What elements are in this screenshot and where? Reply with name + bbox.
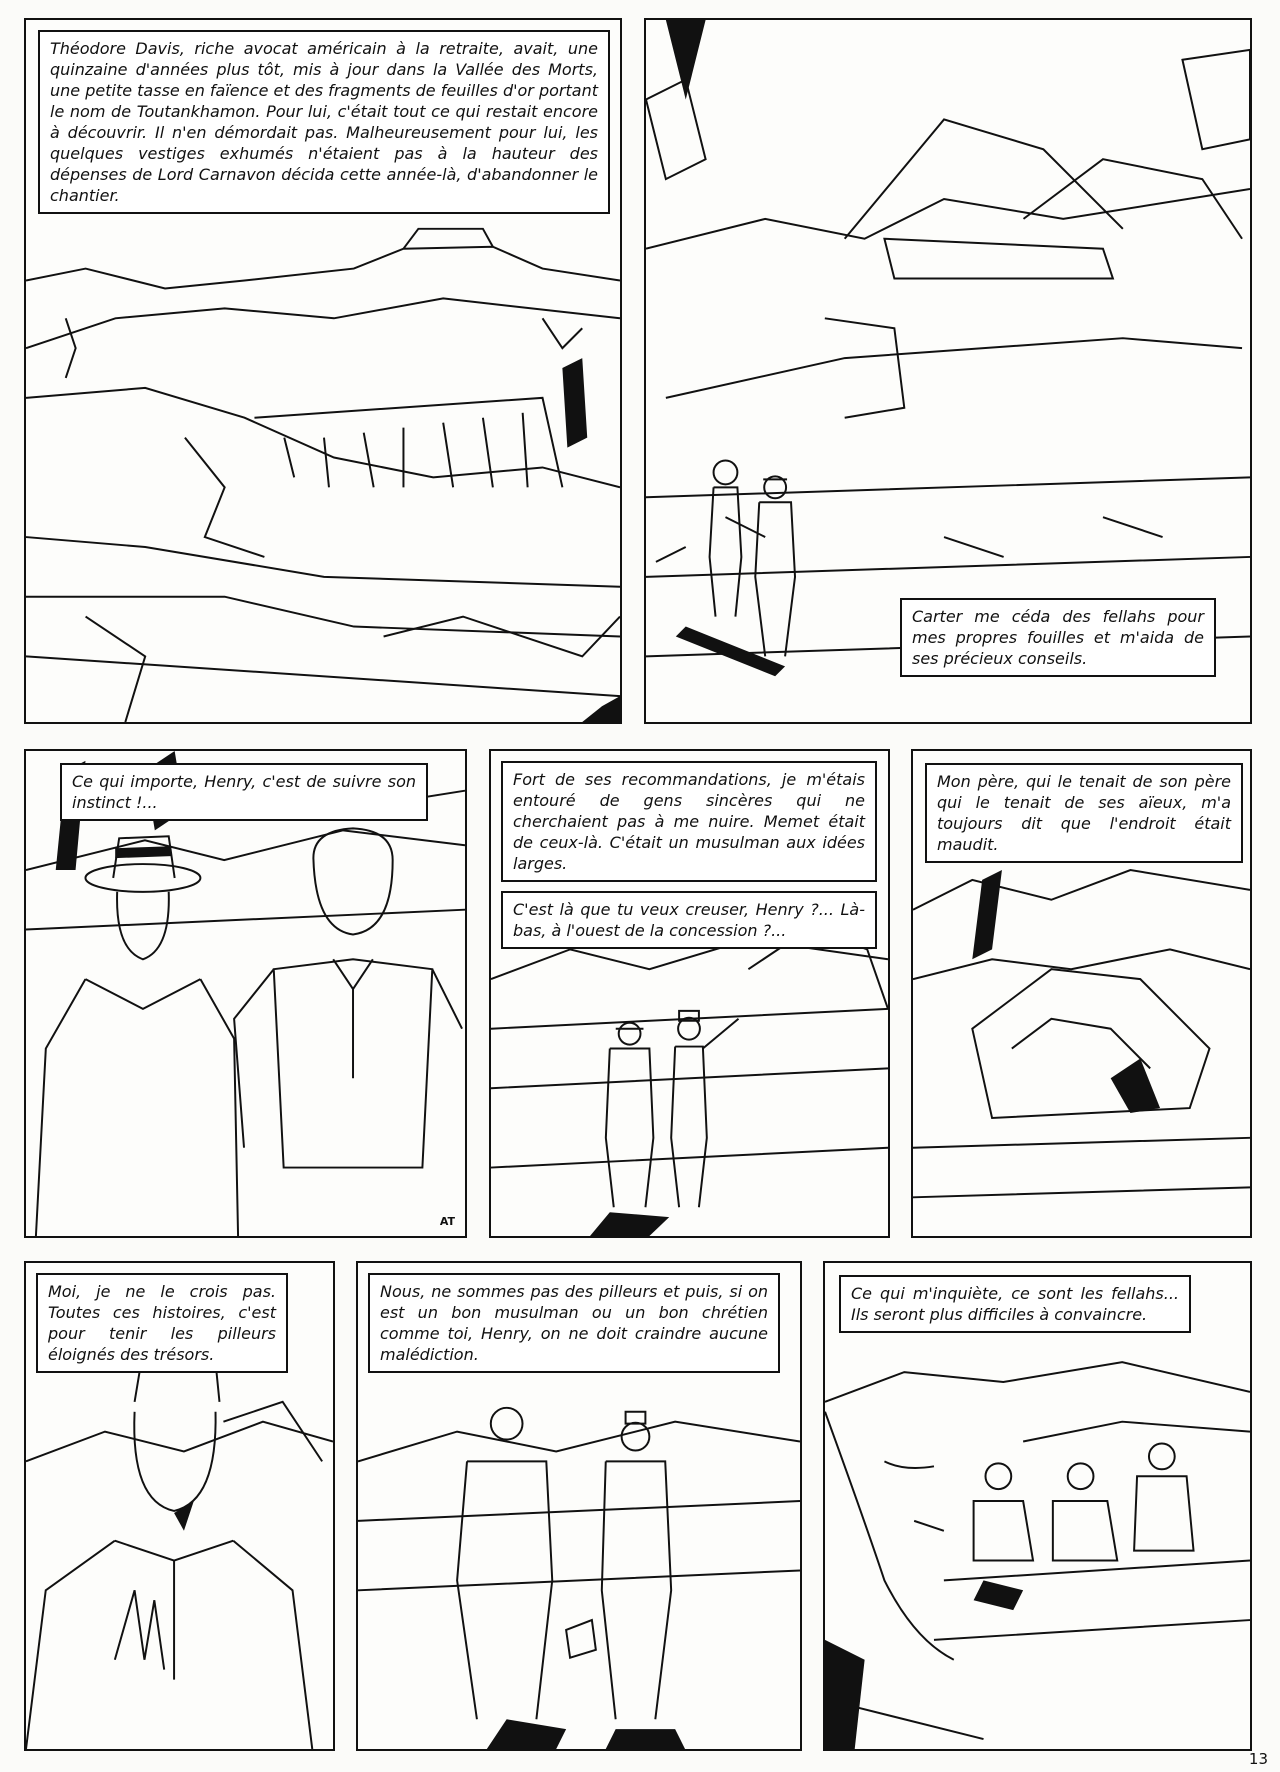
panel-henry-and-memet <box>489 749 890 1238</box>
fellahs-resting-drawing <box>825 1263 1250 1749</box>
speech-balloon: Ce qui m'inquiète, ce sont les fellahs... Ils seront plus difficiles à convaincre. <box>839 1275 1191 1333</box>
panel-memet-speaking <box>24 1261 335 1751</box>
artist-signature: AT <box>439 1215 455 1228</box>
panel-fellahs-resting <box>823 1261 1252 1751</box>
carter-and-henry-drawing <box>26 751 465 1236</box>
speech-balloon: Nous, ne sommes pas des pilleurs et puis, si on est un bon musulman ou un bon chrétien comme toi, Henry, on ne doit craindre aucune malédiction. <box>368 1273 780 1373</box>
panel-cursed-place <box>911 749 1252 1238</box>
narration-caption: Carter me céda des fellahs pour mes propres fouilles et m'aida de ses précieux conseils. <box>900 598 1216 677</box>
speech-balloon: Mon père, qui le tenait de son père qui le tenait de ses aïeux, m'a toujours dit que l'endroit était maudit. <box>925 763 1243 863</box>
panel-excavation-site <box>644 18 1252 724</box>
narration-caption: Fort de ses recommandations, je m'étais entouré de gens sincères qui ne cherchaient pas à me nuire. Memet était de ceux-là. C'était un musulman aux idées larges. <box>501 761 877 882</box>
page-number: 13 <box>1248 1750 1268 1768</box>
narration-caption: Théodore Davis, riche avocat américain à la retraite, avait, une quinzaine d'années plus tôt, mis à jour dans la Vallée des Morts, une petite tasse en faïence et des fragments de feuilles d'or portant le nom de Toutankhamon. Pour lui, c'était tout ce qui restait encore à découvrir. Il n'en démordait pas. Malheureusement pour lui, les quelques vestiges exhumés n'étaient pas à la hauteur des dépenses de Lord Carnavon décida cette année-là, d'abandonner le chantier. <box>38 30 610 214</box>
panel-valley-landscape <box>24 18 622 724</box>
panel-two-men-walking <box>356 1261 802 1751</box>
speech-balloon: C'est là que tu veux creuser, Henry ?... Là-bas, à l'ouest de la concession ?... <box>501 891 877 949</box>
explorers-figures <box>656 460 795 656</box>
panel-carter-and-henry <box>24 749 467 1238</box>
speech-balloon: Ce qui importe, Henry, c'est de suivre son instinct !... <box>60 763 428 821</box>
speech-balloon: Moi, je ne le crois pas. Toutes ces histoires, c'est pour tenir les pilleurs éloignés des trésors. <box>36 1273 288 1373</box>
